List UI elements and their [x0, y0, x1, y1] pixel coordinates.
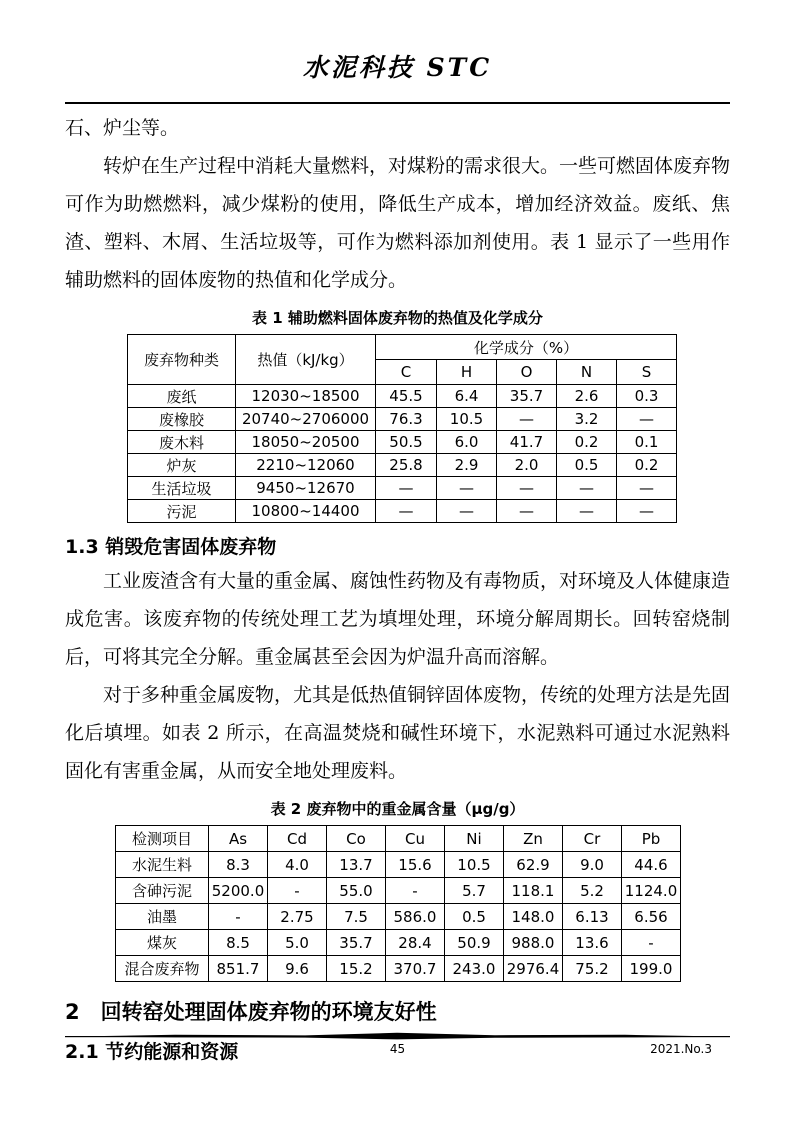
column-header-As: As	[209, 826, 268, 852]
row-label-cell: 生活垃圾	[128, 477, 236, 500]
value-cell: —	[437, 500, 497, 523]
value-cell: 9.6	[268, 956, 327, 982]
value-cell: 18050~20500	[236, 431, 376, 454]
value-cell: —	[376, 500, 437, 523]
body-paragraph-carryover: 石、炉尘等。	[65, 117, 180, 139]
value-cell: 243.0	[445, 956, 504, 982]
page-content	[65, 0, 730, 1067]
value-cell: 13.6	[563, 930, 622, 956]
table-fuel-waste	[127, 334, 677, 523]
value-cell: —	[557, 477, 617, 500]
value-cell: —	[437, 477, 497, 500]
column-header-S: S	[617, 360, 677, 385]
value-cell: 5.7	[445, 878, 504, 904]
value-cell: 3.2	[557, 408, 617, 431]
table-row	[116, 904, 681, 930]
value-cell: —	[617, 500, 677, 523]
value-cell: 45.5	[376, 385, 437, 408]
value-cell: 35.7	[327, 930, 386, 956]
column-header-Co: Co	[327, 826, 386, 852]
value-cell: 2.9	[437, 454, 497, 477]
value-cell: 8.5	[209, 930, 268, 956]
table-row	[128, 500, 677, 523]
value-cell: 2210~12060	[236, 454, 376, 477]
value-cell: 2.6	[557, 385, 617, 408]
value-cell: 7.5	[327, 904, 386, 930]
table-row	[116, 878, 681, 904]
table1-header	[128, 335, 677, 385]
value-cell: 50.9	[445, 930, 504, 956]
footer-tapered-rule	[65, 1032, 730, 1041]
value-cell: 9450~12670	[236, 477, 376, 500]
heading-section-2-1: 2.1 节约能源和资源	[65, 1041, 239, 1063]
column-header-O: O	[497, 360, 557, 385]
column-header-heat-value: 热值（kJ/kg）	[236, 335, 376, 385]
value-cell: —	[497, 408, 557, 431]
column-header-Pb: Pb	[622, 826, 681, 852]
column-header-N: N	[557, 360, 617, 385]
value-cell: 8.3	[209, 852, 268, 878]
row-label-cell: 污泥	[128, 500, 236, 523]
value-cell: 44.6	[622, 852, 681, 878]
body-paragraph-1: 转炉在生产过程中消耗大量燃料，对煤粉的需求很大。一些可燃固体废弃物可作为助燃燃料，减少煤粉的使用，降低生产成本，增加经济效益。废纸、焦渣、塑料、木屑、生活垃圾等，可作为燃料添加剂使用。表 1 显示了一些用作辅助燃料的固体废物的热值和化学成分。	[65, 155, 731, 291]
table-row	[128, 431, 677, 454]
value-cell: 2976.4	[504, 956, 563, 982]
value-cell: -	[622, 930, 681, 956]
table-row	[116, 956, 681, 982]
value-cell: 13.7	[327, 852, 386, 878]
table2-caption: 表 2 废弃物中的重金属含量（μg/g）	[270, 800, 525, 818]
table-header-row	[116, 826, 681, 852]
value-cell: 20740~2706000	[236, 408, 376, 431]
value-cell: 1124.0	[622, 878, 681, 904]
table-row	[128, 454, 677, 477]
issue-number: 2021.No.3	[650, 1042, 712, 1056]
body-paragraph-3: 对于多种重金属废物，尤其是低热值铜锌固体废物，传统的处理方法是先固化后填埋。如表 2 所示，在高温焚烧和碱性环境下，水泥熟料可通过水泥熟料固化有害重金属，从而安全地处理废料。	[65, 684, 731, 782]
value-cell: 2.0	[497, 454, 557, 477]
value-cell: 35.7	[497, 385, 557, 408]
value-cell: 5.2	[563, 878, 622, 904]
row-label-cell: 含砷污泥	[116, 878, 209, 904]
journal-title: 水泥科技 STC	[302, 53, 493, 82]
value-cell: 62.9	[504, 852, 563, 878]
table1-caption: 表 1 辅助燃料固体废弃物的热值及化学成分	[252, 309, 543, 327]
heading-section-2: 2 回转窑处理固体废弃物的环境友好性	[65, 1000, 437, 1024]
value-cell: 0.5	[557, 454, 617, 477]
value-cell: 2.75	[268, 904, 327, 930]
column-group-chemical-composition: 化学成分（%）	[376, 335, 677, 360]
row-label-cell: 废橡胶	[128, 408, 236, 431]
value-cell: —	[557, 500, 617, 523]
value-cell: —	[617, 477, 677, 500]
value-cell: 0.5	[445, 904, 504, 930]
value-cell: 41.7	[497, 431, 557, 454]
value-cell: 988.0	[504, 930, 563, 956]
value-cell: —	[617, 408, 677, 431]
heading-section-1-3: 1.3 销毁危害固体废弃物	[65, 536, 277, 558]
table2-body	[116, 852, 681, 982]
value-cell: 0.3	[617, 385, 677, 408]
row-label-cell: 煤灰	[116, 930, 209, 956]
value-cell: -	[386, 878, 445, 904]
table1-body	[128, 385, 677, 523]
footer-text-row	[65, 1042, 730, 1060]
value-cell: 12030~18500	[236, 385, 376, 408]
value-cell: 10.5	[445, 852, 504, 878]
column-header-Cr: Cr	[563, 826, 622, 852]
value-cell: 15.2	[327, 956, 386, 982]
row-label-cell: 油墨	[116, 904, 209, 930]
value-cell: 15.6	[386, 852, 445, 878]
value-cell: 25.8	[376, 454, 437, 477]
value-cell: 586.0	[386, 904, 445, 930]
value-cell: -	[268, 878, 327, 904]
value-cell: 0.2	[617, 454, 677, 477]
value-cell: 10.5	[437, 408, 497, 431]
value-cell: —	[497, 477, 557, 500]
value-cell: 6.4	[437, 385, 497, 408]
table2-header	[116, 826, 681, 852]
column-header-Ni: Ni	[445, 826, 504, 852]
value-cell: 4.0	[268, 852, 327, 878]
value-cell: 0.1	[617, 431, 677, 454]
row-label-cell: 混合废弃物	[116, 956, 209, 982]
column-header-waste-type: 废弃物种类	[128, 335, 236, 385]
value-cell: —	[376, 477, 437, 500]
value-cell: 28.4	[386, 930, 445, 956]
column-header-H: H	[437, 360, 497, 385]
journal-header	[65, 0, 730, 104]
value-cell: 55.0	[327, 878, 386, 904]
body-paragraph-2: 工业废渣含有大量的重金属、腐蚀性药物及有毒物质，对环境及人体健康造成危害。该废弃物的传统处理工艺为填埋处理，环境分解周期长。回转窑烧制后，可将其完全分解。重金属甚至会因为炉温升高而溶解。	[65, 570, 731, 668]
value-cell: 0.2	[557, 431, 617, 454]
value-cell: 199.0	[622, 956, 681, 982]
value-cell: 6.0	[437, 431, 497, 454]
page-number: 45	[389, 1042, 406, 1056]
value-cell: 6.13	[563, 904, 622, 930]
value-cell: 118.1	[504, 878, 563, 904]
column-header-Cu: Cu	[386, 826, 445, 852]
table-row	[116, 930, 681, 956]
value-cell: 851.7	[209, 956, 268, 982]
column-header-Zn: Zn	[504, 826, 563, 852]
column-header-test-item: 检测项目	[116, 826, 209, 852]
row-label-cell: 炉灰	[128, 454, 236, 477]
table-row	[128, 408, 677, 431]
row-label-cell: 废木料	[128, 431, 236, 454]
value-cell: 76.3	[376, 408, 437, 431]
value-cell: 75.2	[563, 956, 622, 982]
row-label-cell: 废纸	[128, 385, 236, 408]
value-cell: 5.0	[268, 930, 327, 956]
row-label-cell: 水泥生料	[116, 852, 209, 878]
table-row	[116, 852, 681, 878]
value-cell: 10800~14400	[236, 500, 376, 523]
table-heavy-metals	[115, 825, 681, 982]
value-cell: —	[497, 500, 557, 523]
value-cell: 6.56	[622, 904, 681, 930]
value-cell: -	[209, 904, 268, 930]
table-row	[128, 477, 677, 500]
value-cell: 50.5	[376, 431, 437, 454]
page-footer	[65, 1032, 730, 1060]
table-header-row	[128, 335, 677, 360]
value-cell: 370.7	[386, 956, 445, 982]
value-cell: 148.0	[504, 904, 563, 930]
column-header-Cd: Cd	[268, 826, 327, 852]
column-header-C: C	[376, 360, 437, 385]
table-row	[128, 385, 677, 408]
value-cell: 9.0	[563, 852, 622, 878]
value-cell: 5200.0	[209, 878, 268, 904]
